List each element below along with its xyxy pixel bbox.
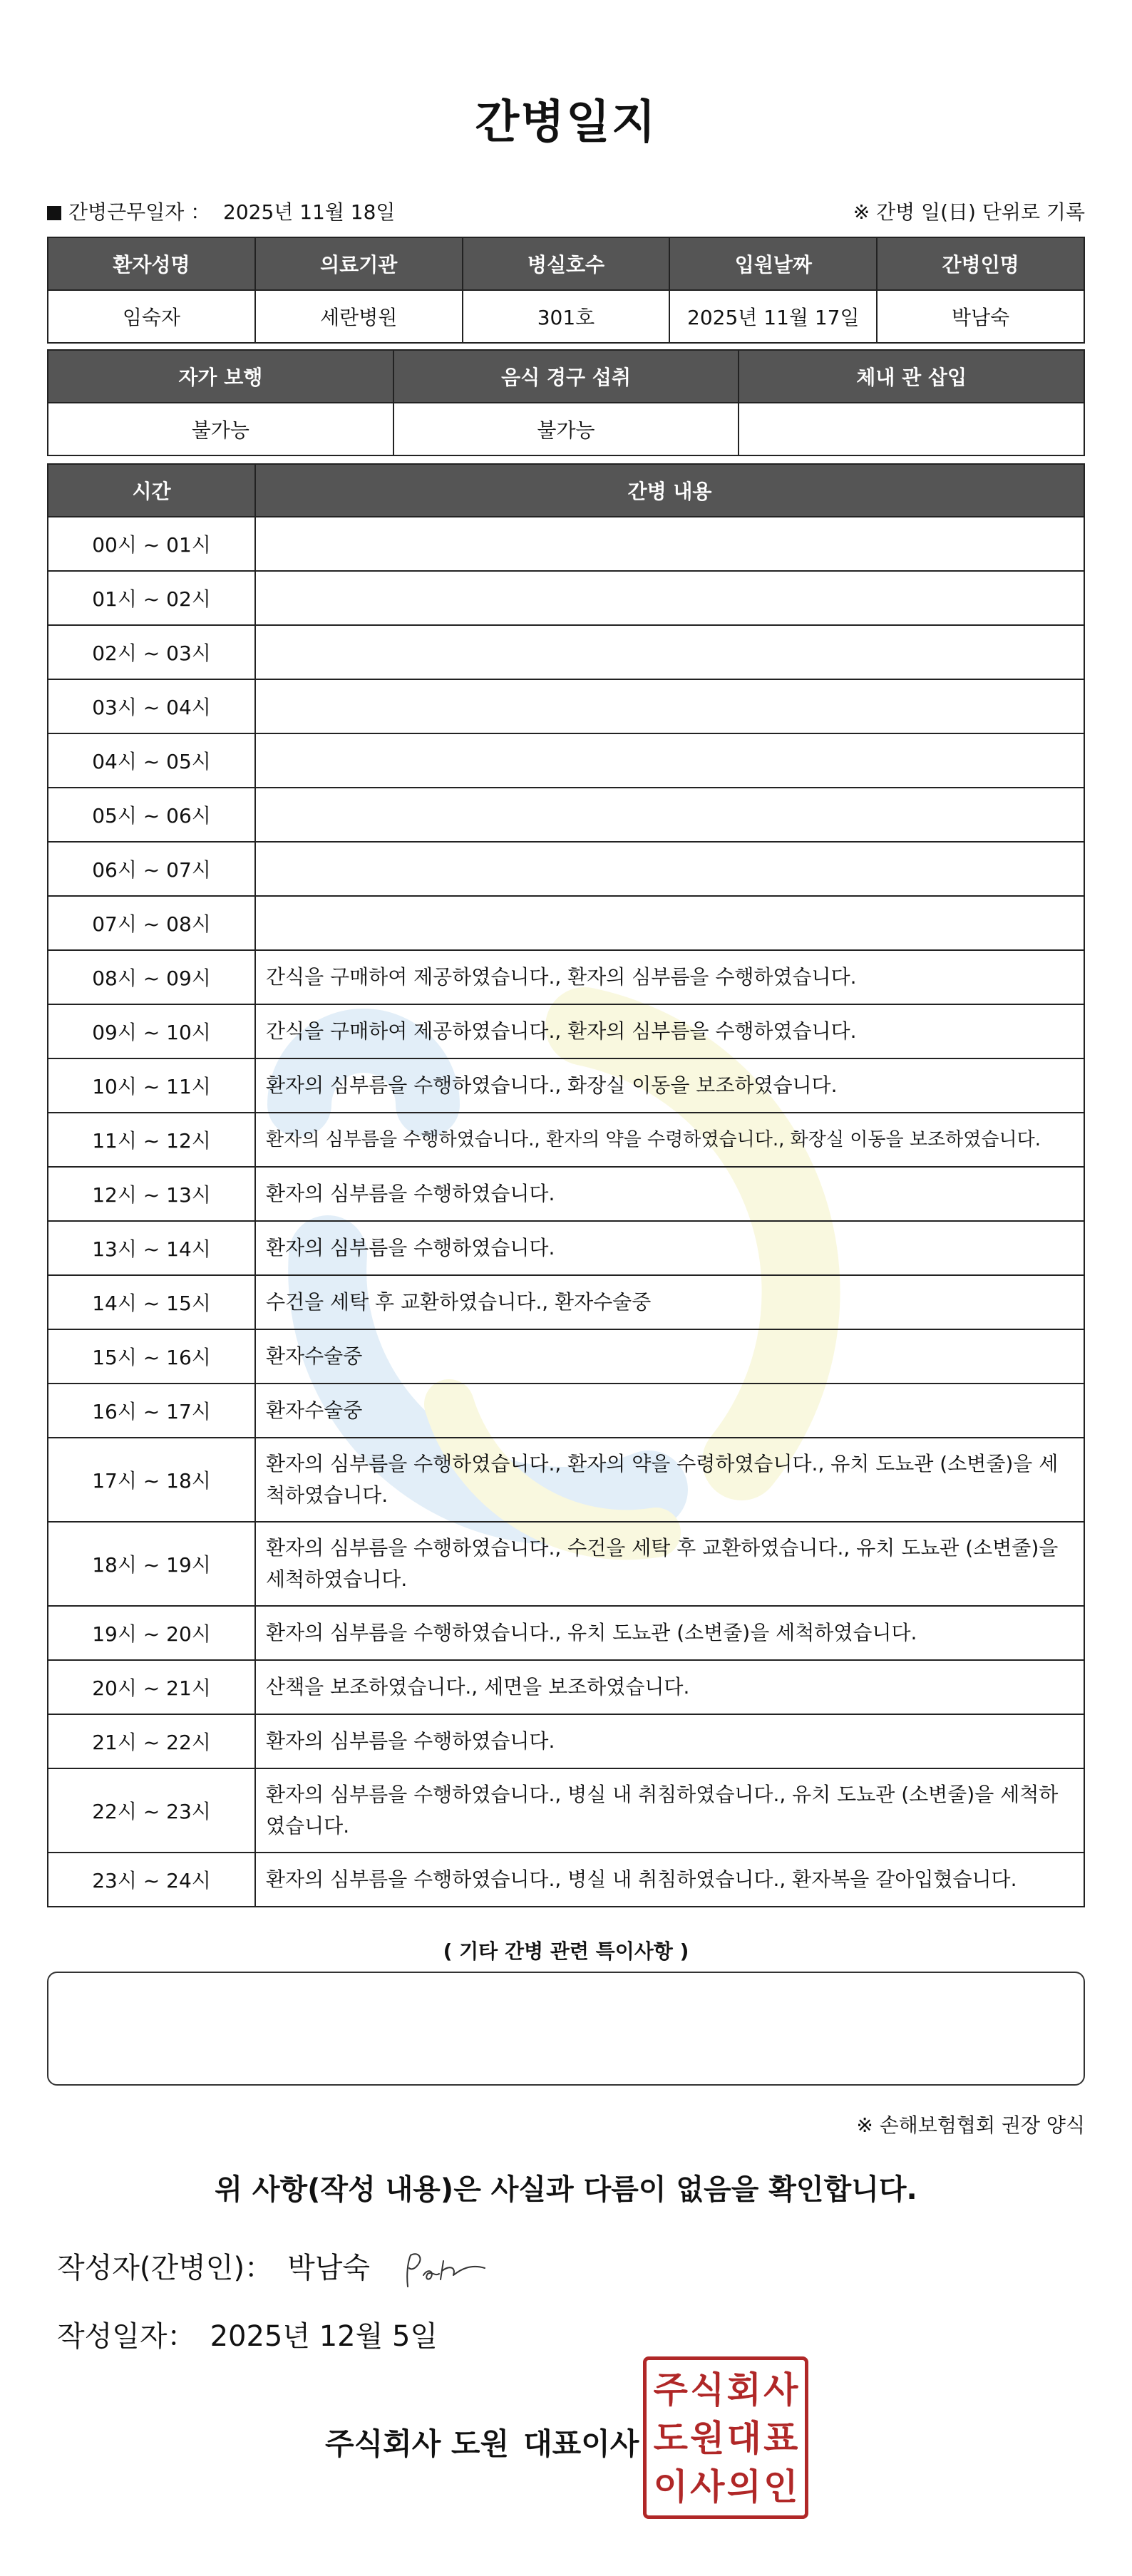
row-time: 18시 ~ 19시 xyxy=(48,1522,255,1606)
row-time: 10시 ~ 11시 xyxy=(48,1058,255,1113)
seal-char: 사 xyxy=(763,2369,798,2411)
table-row xyxy=(48,1606,1084,1660)
table-row xyxy=(48,1714,1084,1768)
notes-box xyxy=(47,1972,1085,2086)
admission-date: 2025년 11월 17일 xyxy=(669,290,877,343)
row-time: 06시 ~ 07시 xyxy=(48,842,255,896)
table-row xyxy=(48,1113,1084,1167)
written-date-line xyxy=(57,2314,438,2354)
work-date-label: 간병근무일자 ： xyxy=(68,200,211,224)
row-content: 환자의 심부름을 수행하였습니다., 화장실 이동을 보조하였습니다. xyxy=(255,1058,1084,1113)
row-time: 17시 ~ 18시 xyxy=(48,1438,255,1522)
patient-name: 임숙자 xyxy=(48,290,255,343)
seal-char: 이 xyxy=(653,2466,688,2508)
table-row xyxy=(48,1221,1084,1275)
header-patient-name: 환자성명 xyxy=(48,237,255,290)
table-row xyxy=(48,1522,1084,1606)
table-row xyxy=(48,1853,1084,1907)
seal-char: 원 xyxy=(690,2418,725,2459)
writer-label: 작성자(간병인)： xyxy=(57,2252,274,2284)
square-bullet-icon xyxy=(47,206,61,220)
row-content xyxy=(255,733,1084,788)
row-content: 산책을 보조하였습니다., 세면을 보조하였습니다. xyxy=(255,1660,1084,1714)
row-time: 20시 ~ 21시 xyxy=(48,1660,255,1714)
row-content: 간식을 구매하여 제공하였습니다., 환자의 심부름을 수행하였습니다. xyxy=(255,1004,1084,1058)
header-time: 시간 xyxy=(48,464,255,517)
row-time: 13시 ~ 14시 xyxy=(48,1221,255,1275)
patient-info-table xyxy=(47,237,1085,344)
row-content: 환자수술중 xyxy=(255,1384,1084,1438)
table-row xyxy=(48,733,1084,788)
row-content xyxy=(255,571,1084,625)
table-row xyxy=(48,1660,1084,1714)
hourly-care-log-table xyxy=(47,463,1085,1907)
table-row xyxy=(48,1384,1084,1438)
page-title: 간병일지 xyxy=(475,96,657,149)
row-content xyxy=(255,842,1084,896)
table-row xyxy=(48,517,1084,571)
header-room: 병실호수 xyxy=(463,237,670,290)
header-care-content: 간병 내용 xyxy=(255,464,1084,517)
writer-name: 박남숙 xyxy=(287,2252,370,2284)
table-row xyxy=(48,1438,1084,1522)
row-content: 환자의 심부름을 수행하였습니다. xyxy=(255,1221,1084,1275)
row-content: 수건을 세탁 후 교환하였습니다., 환자수술중 xyxy=(255,1275,1084,1329)
row-content: 환자의 심부름을 수행하였습니다. xyxy=(255,1714,1084,1768)
row-time: 15시 ~ 16시 xyxy=(48,1329,255,1384)
notes-title: ( 기타 간병 관련 특이사항 ) xyxy=(443,1939,689,1963)
row-content: 환자의 심부름을 수행하였습니다., 유치 도뇨관 (소변줄)을 세척하였습니다. xyxy=(255,1606,1084,1660)
row-content: 환자의 심부름을 수행하였습니다., 환자의 약을 수령하였습니다., 유치 도뇨관 (소변줄)을 세척하였습니다. xyxy=(255,1438,1084,1522)
row-time: 08시 ~ 09시 xyxy=(48,950,255,1004)
table-row xyxy=(48,679,1084,733)
seal-char: 식 xyxy=(690,2369,725,2411)
table-row xyxy=(48,896,1084,950)
header-caregiver: 간병인명 xyxy=(877,237,1084,290)
seal-char: 의 xyxy=(726,2466,761,2508)
row-time: 23시 ~ 24시 xyxy=(48,1853,255,1907)
row-content: 환자의 심부름을 수행하였습니다., 병실 내 취침하였습니다., 환자복을 갈아입혔습니다. xyxy=(255,1853,1084,1907)
row-time: 19시 ~ 20시 xyxy=(48,1606,255,1660)
row-time: 04시 ~ 05시 xyxy=(48,733,255,788)
oral-intake: 불가능 xyxy=(393,403,739,455)
table-row xyxy=(48,1329,1084,1384)
row-content: 간식을 구매하여 제공하였습니다., 환자의 심부름을 수행하였습니다. xyxy=(255,950,1084,1004)
row-time: 09시 ~ 10시 xyxy=(48,1004,255,1058)
company-seal-stamp xyxy=(643,2356,808,2519)
table-row xyxy=(48,1004,1084,1058)
seal-char: 인 xyxy=(763,2466,798,2508)
seal-char: 주 xyxy=(653,2369,688,2411)
row-time: 00시 ~ 01시 xyxy=(48,517,255,571)
room-number: 301호 xyxy=(463,290,670,343)
row-time: 14시 ~ 15시 xyxy=(48,1275,255,1329)
seal-char: 표 xyxy=(763,2418,798,2459)
seal-char: 도 xyxy=(653,2418,688,2459)
insurance-form-note: ※ 손해보험협회 권장 양식 xyxy=(856,2113,1085,2137)
seal-char: 회 xyxy=(726,2369,761,2411)
header-oral-intake: 음식 경구 섭취 xyxy=(393,350,739,403)
row-time: 07시 ~ 08시 xyxy=(48,896,255,950)
handwritten-signature xyxy=(399,2245,499,2295)
row-content: 환자의 심부름을 수행하였습니다., 병실 내 취침하였습니다., 유치 도뇨관 (소변줄)을 세척하였습니다. xyxy=(255,1768,1084,1853)
row-time: 12시 ~ 13시 xyxy=(48,1167,255,1221)
row-time: 01시 ~ 02시 xyxy=(48,571,255,625)
row-time: 22시 ~ 23시 xyxy=(48,1768,255,1853)
confirmation-statement: 위 사항(작성 내용)은 사실과 다름이 없음을 확인합니다. xyxy=(215,2173,917,2206)
company-line xyxy=(325,2421,639,2463)
table-row xyxy=(48,1275,1084,1329)
row-content xyxy=(255,788,1084,842)
patient-status-table xyxy=(47,349,1085,456)
self-walking: 불가능 xyxy=(48,403,393,455)
row-content: 환자의 심부름을 수행하였습니다. xyxy=(255,1167,1084,1221)
header-tube-insertion: 체내 관 삽입 xyxy=(739,350,1084,403)
row-time: 16시 ~ 17시 xyxy=(48,1384,255,1438)
work-date xyxy=(47,197,395,225)
table-row xyxy=(48,1058,1084,1113)
written-date-value: 2025년 12월 5일 xyxy=(210,2320,438,2353)
writer-line xyxy=(57,2245,370,2286)
row-content: 환자의 심부름을 수행하였습니다., 환자의 약을 수령하였습니다., 화장실 이동을 보조하였습니다. xyxy=(255,1113,1084,1167)
work-date-value: 2025년 11월 18일 xyxy=(223,200,396,224)
row-time: 21시 ~ 22시 xyxy=(48,1714,255,1768)
row-time: 02시 ~ 03시 xyxy=(48,625,255,679)
row-content: 환자수술중 xyxy=(255,1329,1084,1384)
written-date-label: 작성일자： xyxy=(57,2320,196,2353)
row-time: 03시 ~ 04시 xyxy=(48,679,255,733)
header-hospital: 의료기관 xyxy=(255,237,463,290)
row-content xyxy=(255,517,1084,571)
record-unit-note: ※ 간병 일(日) 단위로 기록 xyxy=(853,200,1085,224)
table-row xyxy=(48,571,1084,625)
row-content xyxy=(255,679,1084,733)
table-row xyxy=(48,1167,1084,1221)
row-time: 11시 ~ 12시 xyxy=(48,1113,255,1167)
row-time: 05시 ~ 06시 xyxy=(48,788,255,842)
seal-char: 사 xyxy=(690,2466,725,2508)
table-row xyxy=(48,788,1084,842)
caregiver-name: 박남숙 xyxy=(877,290,1084,343)
header-admission-date: 입원날짜 xyxy=(669,237,877,290)
header-self-walking: 자가 보행 xyxy=(48,350,393,403)
table-row xyxy=(48,1768,1084,1853)
table-row xyxy=(48,950,1084,1004)
company-representative: 대표이사 xyxy=(523,2426,639,2461)
table-row xyxy=(48,625,1084,679)
row-content xyxy=(255,896,1084,950)
row-content xyxy=(255,625,1084,679)
company-name: 주식회사 도원 xyxy=(325,2426,510,2461)
hospital: 세란병원 xyxy=(255,290,463,343)
table-row xyxy=(48,842,1084,896)
tube-insertion xyxy=(739,403,1084,455)
row-content: 환자의 심부름을 수행하였습니다., 수건을 세탁 후 교환하였습니다., 유치 도뇨관 (소변줄)을 세척하였습니다. xyxy=(255,1522,1084,1606)
seal-char: 대 xyxy=(726,2418,761,2459)
